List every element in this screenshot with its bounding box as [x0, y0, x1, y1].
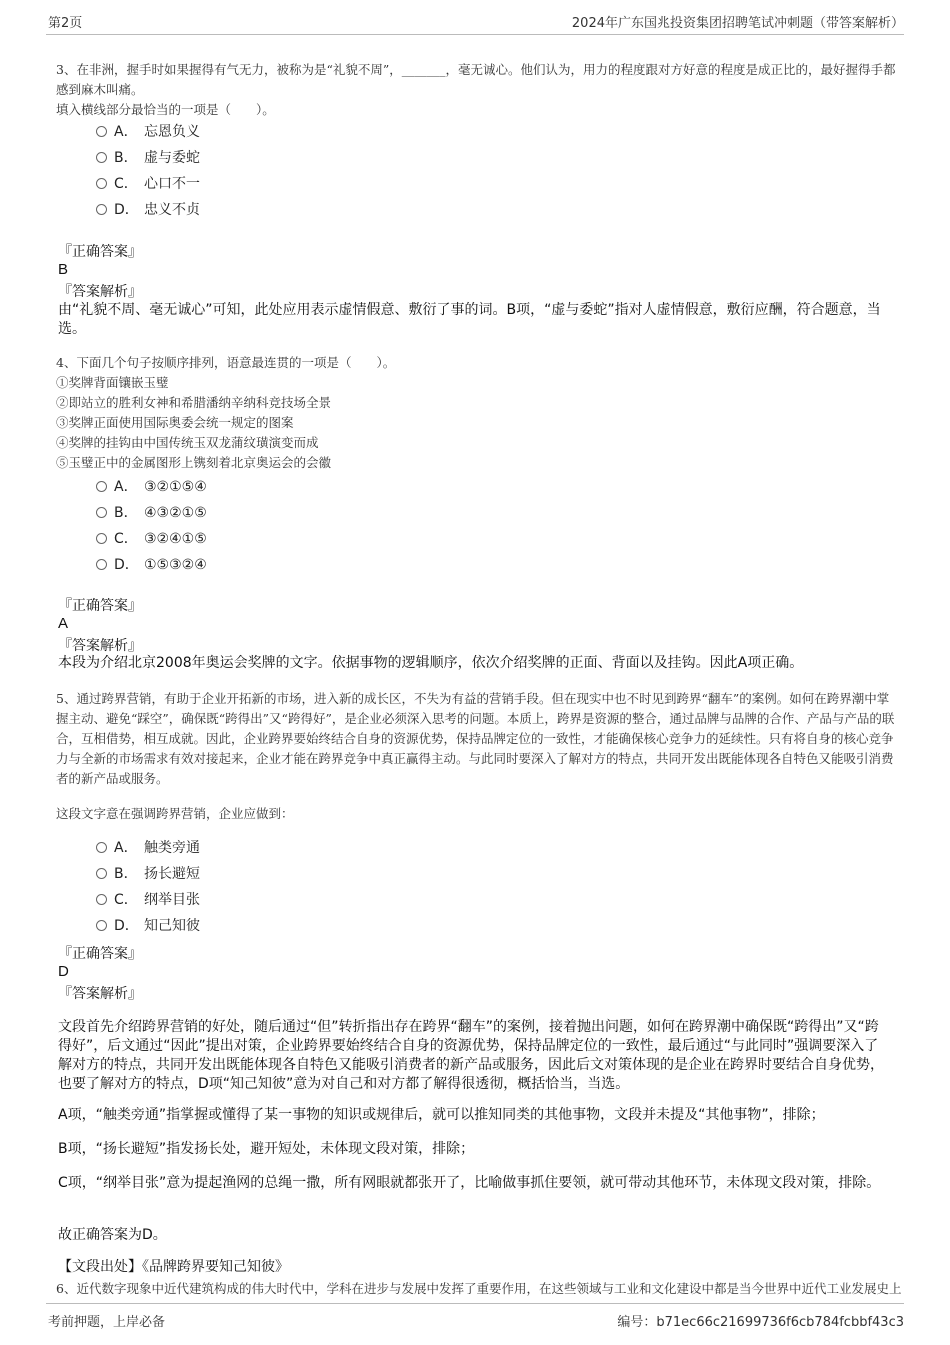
q4-correct-answer-label: 『正确答案』: [58, 598, 142, 614]
q4-option-a[interactable]: [96, 477, 207, 497]
q4-analysis-text: 本段为介绍北京2008年奥运会奖牌的文字。依据事物的逻辑顺序，依次介绍奖牌的正面、背面以及挂钩。因此A项正确。: [58, 655, 804, 671]
option-text: ④③②①⑤: [144, 505, 207, 521]
radio-icon[interactable]: [96, 894, 107, 905]
q4-answer-value: A: [58, 615, 69, 632]
q5-option-a[interactable]: [96, 838, 200, 858]
option-label: B．: [114, 866, 138, 882]
q4-sentence-1: ①奖牌背面镶嵌玉璧: [56, 375, 169, 390]
q5-analysis-label: 『答案解析』: [58, 986, 142, 1002]
q5-correct-answer-label: 『正确答案』: [58, 946, 142, 962]
option-text: 忘恩负义: [144, 124, 200, 140]
radio-icon[interactable]: [96, 481, 107, 492]
q3-option-d[interactable]: [96, 200, 200, 220]
option-text: 虚与委蛇: [144, 150, 200, 166]
q3-option-a[interactable]: [96, 122, 200, 142]
option-label: A．: [114, 479, 138, 495]
q3-analysis-label: 『答案解析』: [58, 284, 142, 300]
option-label: B．: [114, 505, 138, 521]
q5-analysis-paragraph-3: B项，“扬长避短”指发扬长处，避开短处，未体现文段对策，排除；: [58, 1141, 475, 1157]
footer-divider: [46, 1303, 904, 1304]
q5-answer-value: D: [58, 963, 69, 980]
option-text: 触类旁通: [144, 840, 200, 856]
option-text: 知己知彼: [144, 918, 200, 934]
q3-analysis-text: 由“礼貌不周、毫无诚心”可知，此处应用表示虚情假意、敷衍了事的词。B项，“虚与委蛇”指对人虚情假意，敷衍应酬，符合题意，当选。: [58, 302, 881, 337]
q5-analysis-paragraph-2: A项，“触类旁通”指掌握或懂得了某一事物的知识或规律后，就可以推知同类的其他事物，文段并未提及“其他事物”，排除；: [58, 1107, 825, 1123]
q5-option-b[interactable]: [96, 864, 200, 884]
option-text: 忠义不贞: [144, 202, 200, 218]
option-label: A．: [114, 124, 138, 140]
footer-slogan: 考前押题，上岸必备: [48, 1315, 166, 1330]
option-label: D．: [114, 202, 139, 218]
footer-document-code: 编号：b71ec66c21699736f6cb784fcbbf43c3: [617, 1315, 904, 1330]
radio-icon[interactable]: [96, 126, 107, 137]
radio-icon[interactable]: [96, 533, 107, 544]
q4-analysis-label: 『答案解析』: [58, 638, 142, 654]
radio-icon[interactable]: [96, 559, 107, 570]
option-text: 心口不一: [144, 176, 200, 192]
q3-option-b[interactable]: [96, 148, 200, 168]
option-text: ③②①⑤④: [144, 479, 207, 495]
q4-option-d[interactable]: [96, 555, 207, 575]
option-label: C．: [114, 892, 138, 908]
option-label: B．: [114, 150, 138, 166]
option-text: 扬长避短: [144, 866, 200, 882]
q6-cutoff-text: 6、近代数字现象中近代建筑构成的伟大时代中，学科在进步与发展中发挥了重要作用，在这些领域与工业和文化建设中都是当今世界中近代工业发展史上: [56, 1281, 902, 1296]
radio-icon[interactable]: [96, 920, 107, 931]
radio-icon[interactable]: [96, 868, 107, 879]
header-divider: [46, 34, 904, 35]
q4-sentence-2: ②即站立的胜利女神和希腊潘纳辛纳科竞技场全景: [56, 395, 332, 410]
q6-cutoff: [56, 1281, 902, 1298]
q4-stem: 4、下面几个句子按顺序排列，语意最连贯的一项是（ ）。: [56, 355, 396, 370]
option-label: A．: [114, 840, 138, 856]
q3-prompt: 填入横线部分最恰当的一项是（ ）。: [56, 102, 275, 117]
option-label: D．: [114, 918, 139, 934]
q5-source: 【文段出处】《品牌跨界要知己知彼》: [58, 1259, 289, 1275]
header-document-title: 2024年广东国兆投资集团招聘笔试冲刺题（带答案解析）: [571, 16, 904, 31]
header-page-number: 第2页: [48, 16, 83, 31]
q4-sentence-3: ③奖牌正面使用国际奥委会统一规定的图案: [56, 415, 294, 430]
q4-option-c[interactable]: [96, 529, 207, 549]
q3-option-c[interactable]: [96, 174, 200, 194]
q5-stem: 5、通过跨界营销，有助于企业开拓新的市场，进入新的成长区，不失为有益的营销手段。但在现实中也不时见到跨界“翻车”的案例。如何在跨界潮中掌握主动、避免“踩空”，确保既“跨得出”又“跨得好”，是企业必须深入思考的问题。本质上，跨界是资源的整合，通过品牌与品牌的合作、产品与产品的联合，互相借势，相互成就。因此，企业跨界要始终结合自身的资源优势，保持品牌定位的一致性，才能确保核心竞争力的延续性。只有将自身的核心竞争力与全新的市场需求有效对接起来，企业才能在跨界竞争中真正赢得主动。与此同时要深入了解对方的特点，共同开发出既能体现各自特色又能吸引消费者的新产品或服务。: [56, 691, 895, 786]
option-label: C．: [114, 531, 138, 547]
q5-option-d[interactable]: [96, 916, 200, 936]
option-text: ③②④①⑤: [144, 531, 207, 547]
q5-option-c[interactable]: [96, 890, 200, 910]
q4-option-b[interactable]: [96, 503, 207, 523]
q3-stem: 3、在非洲，握手时如果握得有气无力，被称为是“礼貌不周”，_______，毫无诚心。他们认为，用力的程度跟对方好意的程度是成正比的，最好握得手都感到麻木叫痛。: [56, 62, 896, 97]
q4-sentence-4: ④奖牌的挂钩由中国传统玉双龙蒲纹璜演变而成: [56, 435, 319, 450]
option-text: 纲举目张: [144, 892, 200, 908]
option-text: ①⑤③②④: [144, 557, 207, 573]
radio-icon[interactable]: [96, 178, 107, 189]
option-label: D．: [114, 557, 139, 573]
q4-sentence-5: ⑤玉璧正中的金属图形上镌刻着北京奥运会的会徽: [56, 455, 332, 470]
radio-icon[interactable]: [96, 842, 107, 853]
q3-answer-value: B: [58, 261, 69, 278]
option-label: C．: [114, 176, 138, 192]
q3-correct-answer-label: 『正确答案』: [58, 244, 142, 260]
q5-analysis-paragraph-5: 故正确答案为D。: [58, 1227, 167, 1243]
q5-analysis-paragraph-1: 文段首先介绍跨界营销的好处，随后通过“但”转折指出存在跨界“翻车”的案例，接着抛出问题，如何在跨界潮中确保既“跨得出”又“跨得好”，后文通过“因此”提出对策，企业跨界要始终结合自身的资源优势，保持品牌定位的一致性，最后通过“与此同时”强调要深入了解对方的特点，共同开发出既能体现各自特色又能吸引消费者的新产品或服务，因此后文对策体现的是企业在跨界时要结合自身优势，也要了解对方的特点，D项“知己知彼”意为对自己和对方都了解得很透彻，概括恰当，当选。: [58, 1019, 884, 1092]
radio-icon[interactable]: [96, 507, 107, 518]
radio-icon[interactable]: [96, 152, 107, 163]
radio-icon[interactable]: [96, 204, 107, 215]
q5-prompt: 这段文字意在强调跨界营销，企业应做到：: [56, 806, 294, 821]
q5-analysis-paragraph-4: C项，“纲举目张”意为提起渔网的总绳一撒，所有网眼就都张开了，比喻做事抓住要领，就可带动其他环节，未体现文段对策，排除。: [58, 1175, 881, 1191]
